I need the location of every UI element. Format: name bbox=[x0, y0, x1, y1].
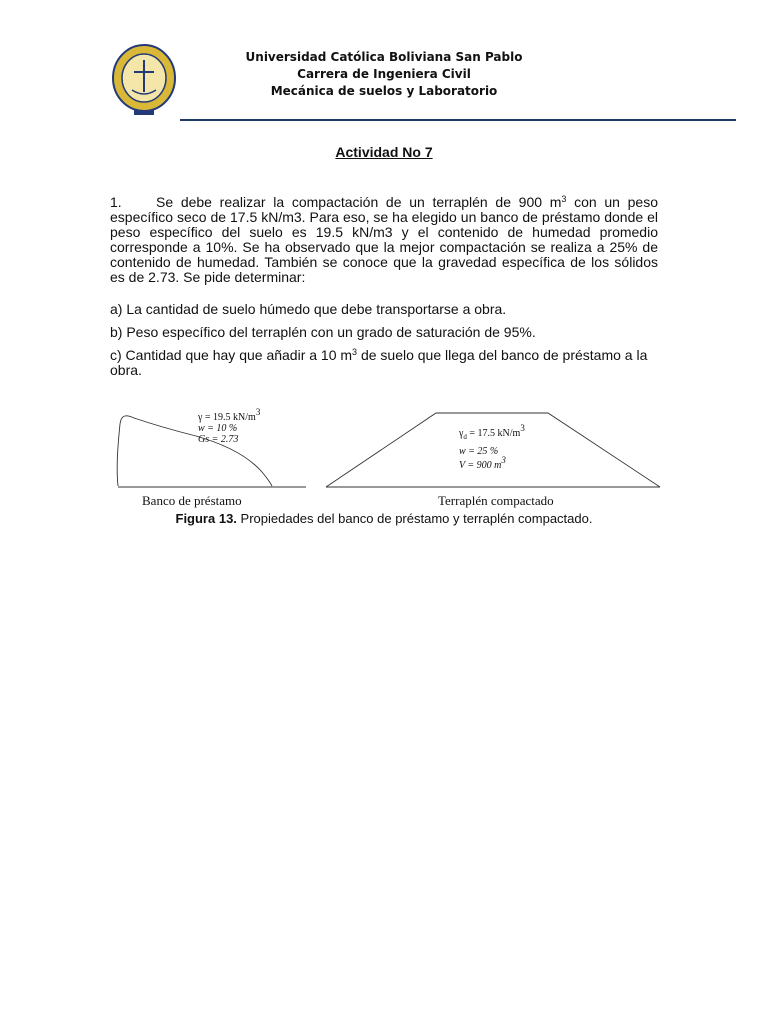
university-name: Universidad Católica Boliviana San Pablo bbox=[245, 50, 523, 64]
header-rule bbox=[180, 119, 736, 121]
career-name: Carrera de Ingeniera Civil bbox=[297, 67, 471, 81]
question-a: a) La cantidad de suelo húmedo que debe transportarse a obra. bbox=[110, 301, 507, 317]
activity-title: Actividad No 7 bbox=[335, 144, 433, 160]
borrow-bank-label: Banco de préstamo bbox=[142, 493, 242, 508]
problem-number: 1. bbox=[110, 194, 122, 210]
borrow-bank-properties: γ = 19.5 $kN/m^3$ w = 10 % Gs = 2.73 bbox=[198, 407, 261, 445]
problem-statement: 1. Se debe realizar la compactación de un terraplén de 900 $m^3$ con un peso específico seco de 17.5 kN/m3. Para eso, se ha elegido un banco de préstamo donde el peso específico del suelo es 19.5 kN/m3 y el contenido de humedad promedio corresponde a 10%. Se ha observado que la mejor compactación se realiza a 25% de contenido de humedad. También se conoce que la gravedad específica de los sólidos es de 2.73. Se pide determinar: bbox=[110, 194, 658, 285]
question-c: c) Cantidad que hay que añadir a 10 $m^3$ de suelo que llega del banco de préstamo a la obra. bbox=[110, 347, 648, 378]
embankment-label: Terraplén compactado bbox=[438, 493, 554, 508]
course-name: Mecánica de suelos y Laboratorio bbox=[270, 84, 498, 98]
figure-drawing bbox=[0, 400, 768, 510]
figure-13 bbox=[0, 400, 768, 510]
embankment-properties: $\gamma_d = 17.5$ $kN/m^3$ w = 25 % V = 900 $m^3$ bbox=[459, 423, 525, 471]
question-b: b) Peso específico del terraplén con un grado de saturación de 95%. bbox=[110, 324, 536, 340]
figure-caption: Figura 13. Propiedades del banco de préstamo y terraplén compactado. bbox=[175, 511, 593, 526]
document-header bbox=[0, 49, 768, 100]
